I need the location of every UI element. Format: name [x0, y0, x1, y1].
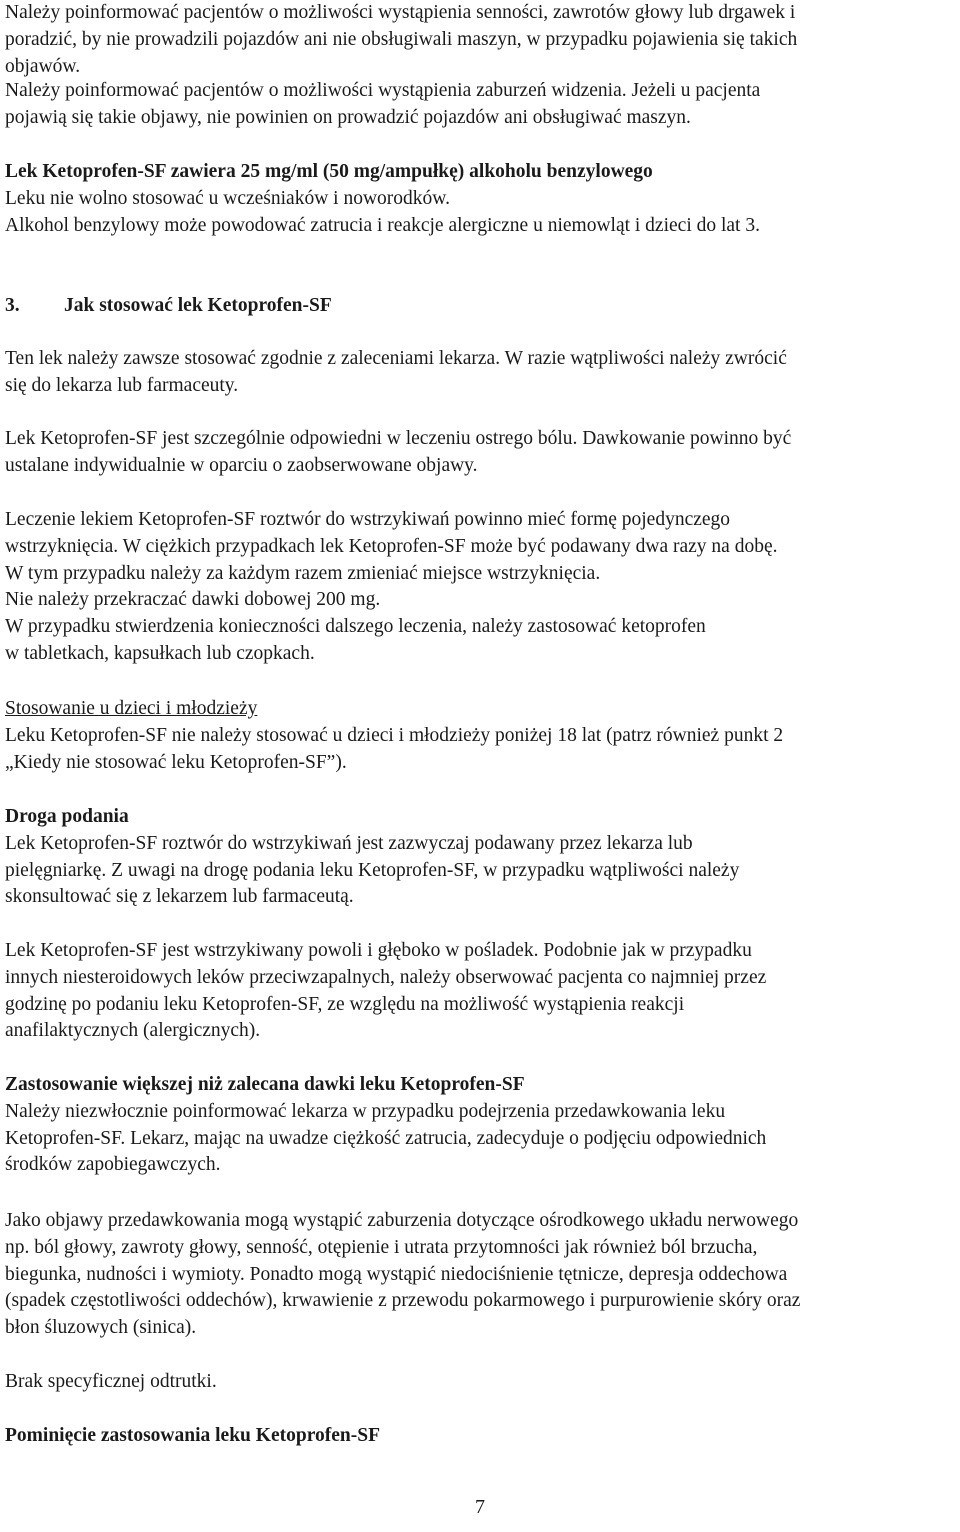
page-number: 7 [475, 1496, 485, 1518]
text-line: anafilaktycznych (alergicznych). [5, 1020, 261, 1042]
text-line: Leku nie wolno stosować u wcześniaków i noworodków. [5, 187, 450, 209]
text-line: objawów. [5, 55, 81, 77]
text-line: Należy poinformować pacjentów o możliwości wystąpienia zaburzeń widzenia. Jeżeli u pacjenta [5, 80, 761, 101]
text-line: się do lekarza lub farmaceuty. [5, 374, 239, 396]
text-line: godzinę po podaniu leku Ketoprofen-SF, ze względu na możliwość wystąpienia reakcji [5, 993, 685, 1015]
children-heading: Stosowanie u dzieci i młodzieży [5, 698, 258, 719]
text-line: Lek Ketoprofen-SF roztwór do wstrzykiwań jest zazwyczaj podawany przez lekarza lub [5, 832, 693, 854]
benzyl-alcohol-heading: Lek Ketoprofen-SF zawiera 25 mg/ml (50 mg/ampułkę) alkoholu benzylowego [5, 161, 653, 182]
text-line: Należy niezwłocznie poinformować lekarza w przypadku podejrzenia przedawkowania leku [5, 1100, 726, 1122]
route-section [5, 804, 739, 911]
text-line: skonsultować się z lekarzem lub farmaceutą. [5, 886, 354, 908]
overdose-symptoms-paragraph [5, 1208, 800, 1342]
section-number: 3. [5, 295, 20, 316]
text-line: W tym przypadku należy za każdym razem zmieniać miejsce wstrzyknięcia. [5, 562, 601, 584]
text-line: Należy poinformować pacjentów o możliwości wystąpienia senności, zawrotów głowy lub drgawek i [5, 2, 796, 23]
usage-paragraph-2 [5, 426, 791, 480]
text-line: Leku Ketoprofen-SF nie należy stosować u dzieci i młodzieży poniżej 18 lat (patrz również punkt 2 [5, 724, 784, 746]
section-3-heading [5, 293, 332, 320]
text-line: Lek Ketoprofen-SF jest szczególnie odpowiedni w leczeniu ostrego bólu. Dawkowanie powinno być [5, 428, 792, 449]
warning-vision-paragraph [5, 78, 760, 132]
text-line: pielęgniarkę. Z uwagi na drogę podania leku Ketoprofen-SF, w przypadku wątpliwości należy [5, 859, 740, 881]
warning-drowsiness-paragraph [5, 0, 797, 80]
text-line: innych niesteroidowych leków przeciwzapalnych, należy obserwować pacjenta co najmniej przez [5, 966, 767, 988]
missed-dose-heading: Pominięcie zastosowania leku Ketoprofen-SF [5, 1425, 380, 1446]
text-line: Ketoprofen-SF. Lekarz, mając na uwadze ciężkość zatrucia, zadecyduje o podjęciu odpowiednich [5, 1127, 767, 1149]
text-line: biegunka, nudności i wymioty. Ponadto mogą wystąpić niedociśnienie tętnicze, depresja oddechowa [5, 1263, 788, 1285]
text-line: środków zapobiegawczych. [5, 1154, 221, 1176]
overdose-heading: Zastosowanie większej niż zalecana dawki leku Ketoprofen-SF [5, 1074, 525, 1095]
antidote-line: Brak specyficznej odtrutki. [5, 1371, 217, 1392]
text-line: Lek Ketoprofen-SF jest wstrzykiwany powoli i głęboko w pośladek. Podobnie jak w przypadku [5, 940, 752, 961]
text-line: Nie należy przekraczać dawki dobowej 200 mg. [5, 589, 381, 611]
text-line: W przypadku stwierdzenia konieczności dalszego leczenia, należy zastosować ketoprofen [5, 616, 706, 638]
text-line: Alkohol benzylowy może powodować zatrucia i reakcje alergiczne u niemowląt i dzieci do lat 3. [5, 214, 760, 236]
usage-paragraph-3 [5, 507, 778, 668]
text-line: (spadek częstotliwości oddechów), krwawienie z przewodu pokarmowego i purpurowienie skóry oraz [5, 1290, 801, 1312]
text-line: wstrzyknięcia. W ciężkich przypadkach lek Ketoprofen-SF może być podawany dwa razy na dobę. [5, 535, 778, 557]
text-line: w tabletkach, kapsułkach lub czopkach. [5, 642, 315, 664]
children-section [5, 696, 783, 776]
text-line: ustalane indywidualnie w oparciu o zaobserwowane objawy. [5, 454, 478, 476]
route-heading: Droga podania [5, 806, 129, 827]
text-line: np. ból głowy, zawroty głowy, senność, otępienie i utrata przytomności jak również ból brzucha, [5, 1236, 758, 1258]
section-title: Jak stosować lek Ketoprofen-SF [64, 295, 332, 316]
benzyl-alcohol-block [5, 159, 760, 239]
text-line: „Kiedy nie stosować leku Ketoprofen-SF”). [5, 751, 347, 773]
text-line: Jako objawy przedawkowania mogą wystąpić zaburzenia dotyczące ośrodkowego układu nerwowego [5, 1210, 799, 1231]
injection-paragraph [5, 938, 766, 1045]
usage-paragraph-1 [5, 346, 787, 400]
text-line: poradzić, by nie prowadzili pojazdów ani nie obsługiwali maszyn, w przypadku pojawienia się takich [5, 28, 798, 50]
overdose-section [5, 1072, 766, 1179]
text-line: Ten lek należy zawsze stosować zgodnie z zaleceniami lekarza. W razie wątpliwości należy zwrócić [5, 348, 787, 369]
text-line: Leczenie lekiem Ketoprofen-SF roztwór do wstrzykiwań powinno mieć formę pojedynczego [5, 509, 731, 530]
text-line: błon śluzowych (sinica). [5, 1317, 197, 1339]
text-line: pojawią się takie objawy, nie powinien on prowadzić pojazdów ani obsługiwać maszyn. [5, 106, 691, 128]
